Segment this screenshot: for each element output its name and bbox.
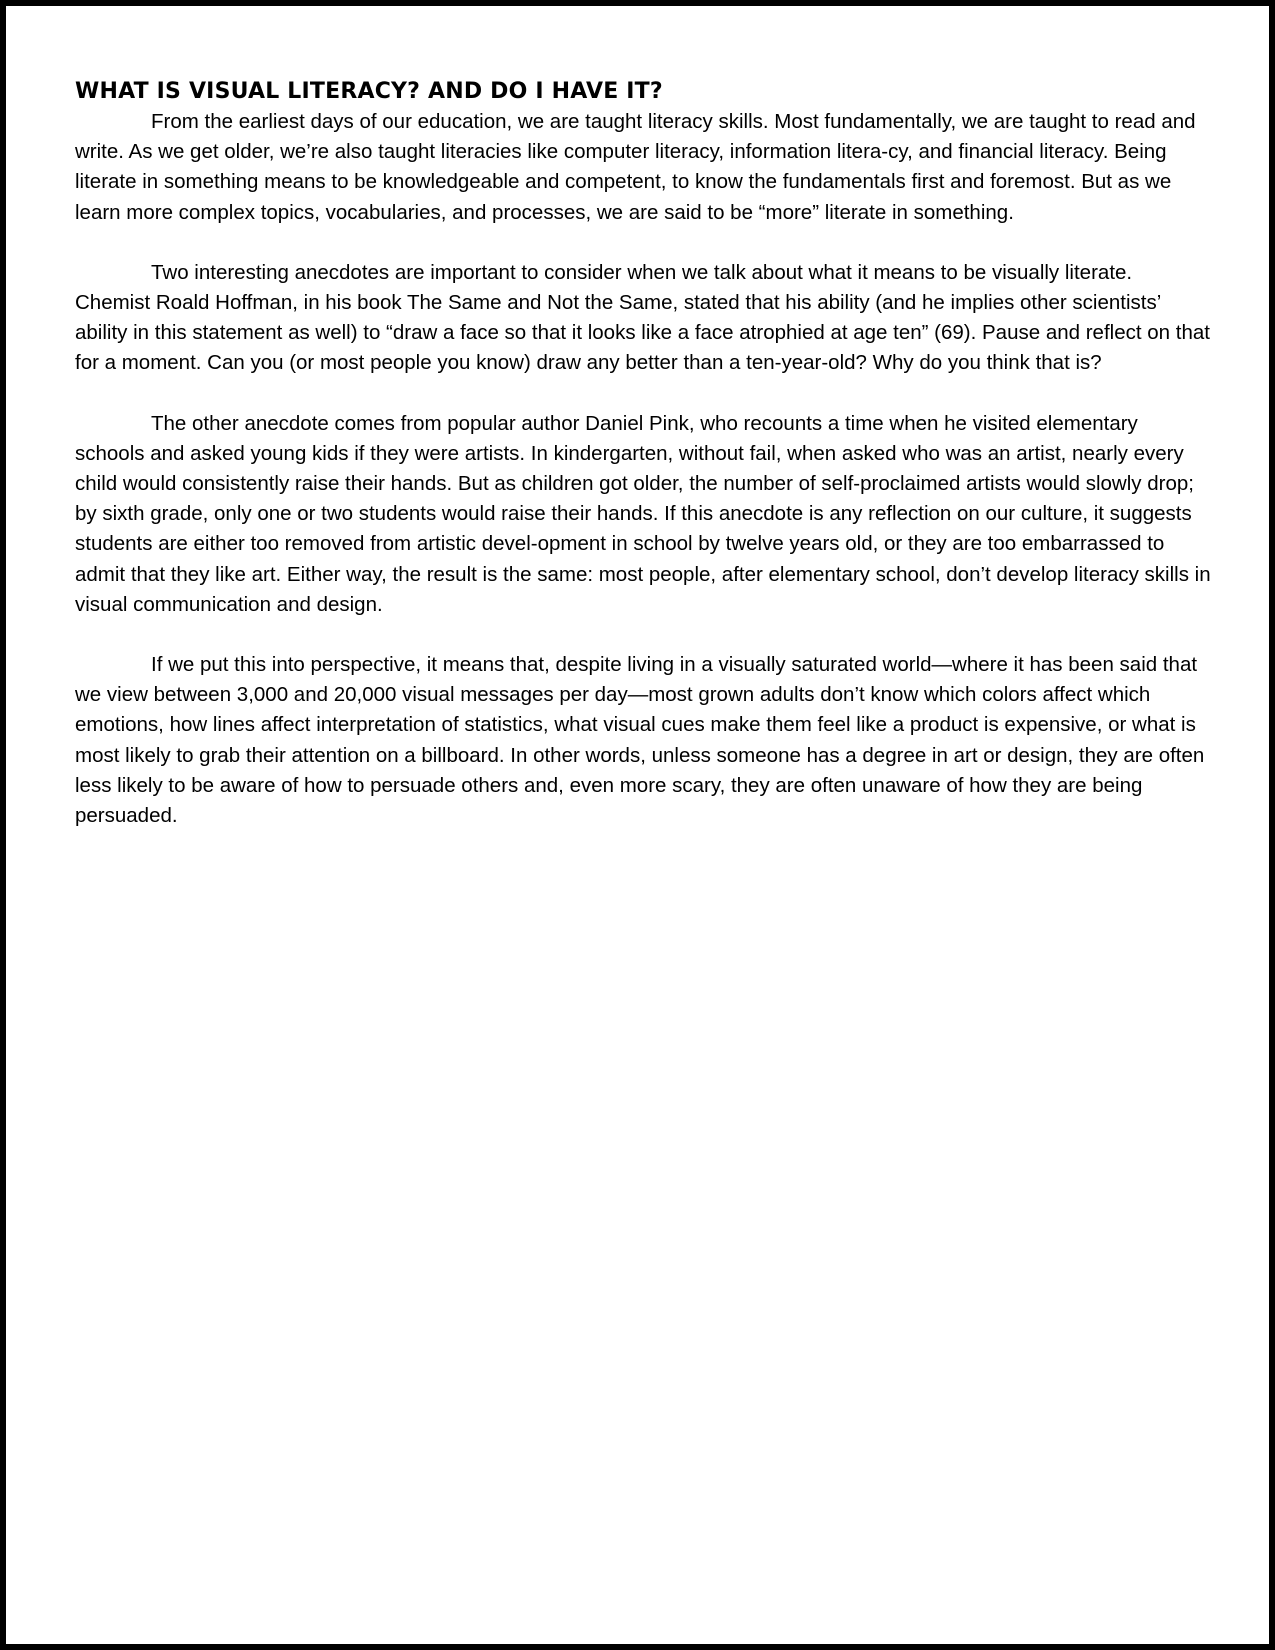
- paragraph-perspective: If we put this into perspective, it means that, despite living in a visually saturated world—where it has been said that we view between 3,000 and 20,000 visual messages per day—most grown adults don’t know which colors affect which emotions, how lines affect interpretation of statistics, what visual cues make them feel like a product is expensive, or what is most likely to grab their attention on a billboard. In other words, unless someone has a degree in art or design, they are often less likely to be aware of how to persuade others and, even more scary, they are often unaware of how they are being persuaded.: [75, 653, 1205, 828]
- paragraph-pink-anecdote: The other anecdote comes from popular author Daniel Pink, who recounts a time when he visited elementary schools and asked young kids if they were artists. In kindergarten, without fail, when asked who was an artist, nearly every child would consistently raise their hands. But as children got older, the number of self-proclaimed artists would slowly drop; by sixth grade, only one or two students would raise their hands. If this anecdote is any reflection on our culture, it suggests students are either too removed from artistic devel-opment in school by twelve years old, or they are too embarrassed to admit that they like art. Either way, the result is the same: most people, after elementary school, don’t develop literacy skills in visual communication and design.: [75, 411, 1211, 616]
- page-title: WHAT IS VISUAL LITERACY? AND DO I HAVE IT?: [75, 79, 663, 104]
- paragraph-hoffman-anecdote: Two interesting anecdotes are important to consider when we talk about what it means to be visually literate. Chemist Roald Hoffman, in his book The Same and Not the Same, stated that his ability (and he implies other scientists’ ability in this statement as well) to “draw a face so that it looks like a face atrophied at age ten” (69). Pause and reflect on that for a moment. Can you (or most people you know) draw any better than a ten-year-old? Why do you think that is?: [75, 260, 1210, 375]
- document-body: [75, 77, 1211, 831]
- paragraph-literacy-intro: From the earliest days of our education, we are taught literacy skills. Most fundamentally, we are taught to read and write. As we get older, we’re also taught literacies like computer literacy, information litera-cy, and financial literacy. Being literate in something means to be knowledgeable and competent, to know the fundamentals first and foremost. But as we learn more complex topics, vocabularies, and processes, we are said to be “more” literate in something.: [75, 110, 1196, 224]
